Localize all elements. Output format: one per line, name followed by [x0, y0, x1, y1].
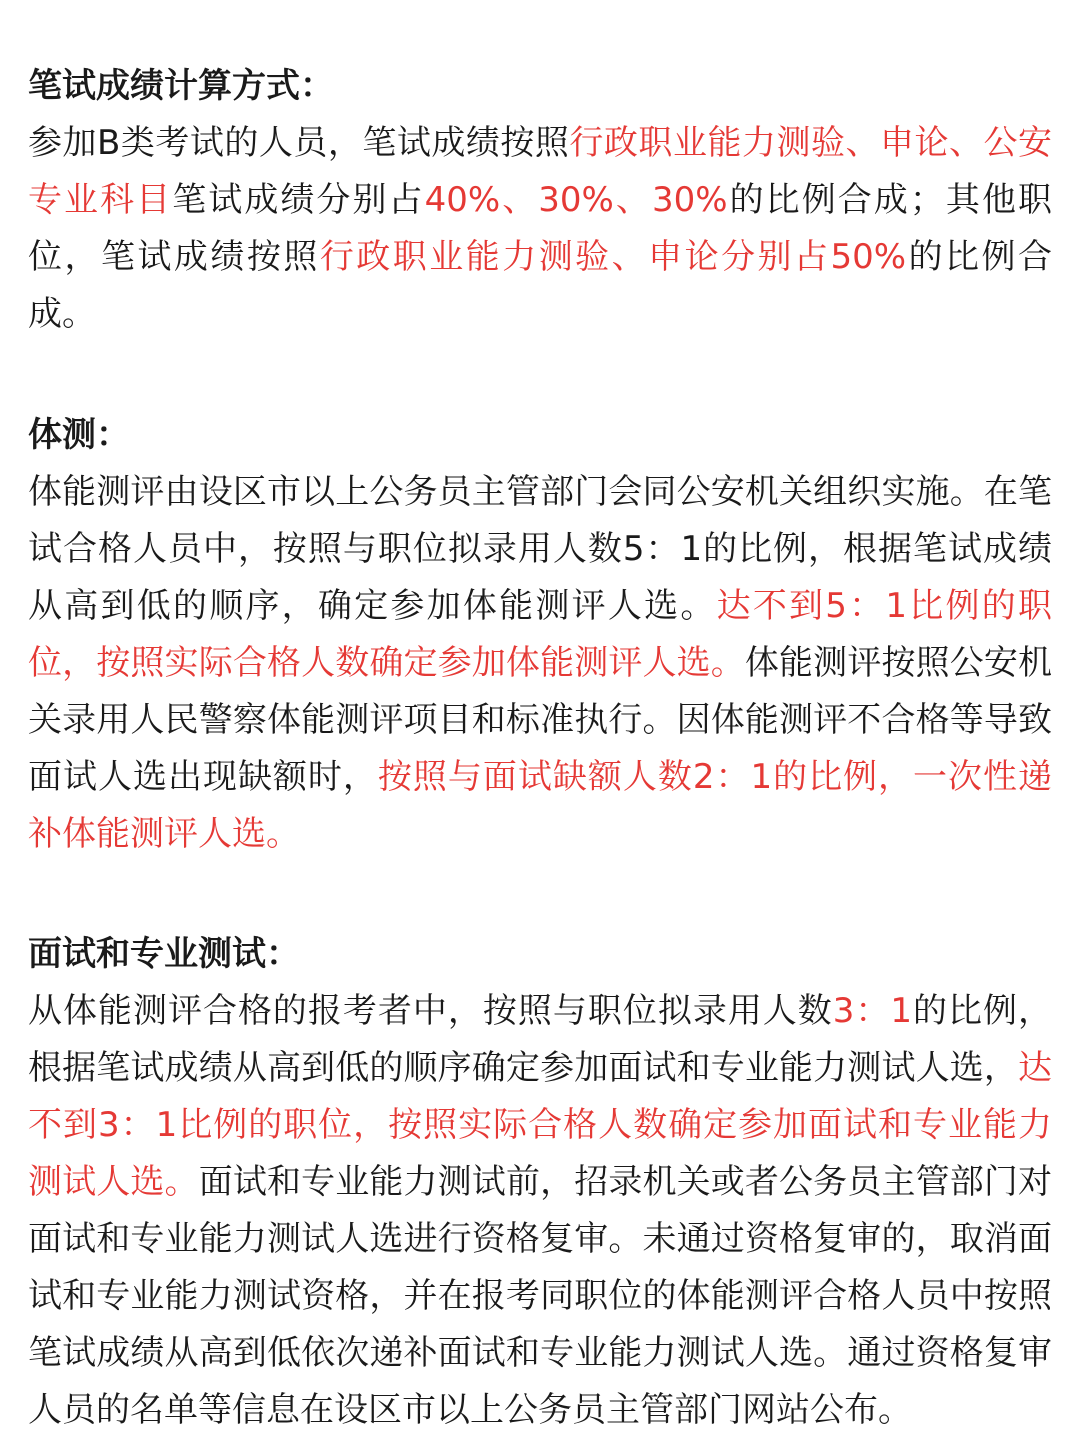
section-heading: 体测：	[28, 415, 130, 455]
section-interview	[28, 926, 1052, 1439]
section-heading: 笔试成绩计算方式：	[28, 66, 334, 106]
section-heading: 面试和专业测试：	[28, 934, 300, 974]
highlight-segment: 40%、30%、30%	[424, 180, 728, 220]
highlight-segment: 达不到3：1比例的职位，按照实际合格人数确定参加面试和专业能力测试人选。	[28, 1048, 1052, 1202]
text-segment: 面试和专业能力测试前，招录机关或者公务员主管部门对面试和专业能力测试人选进行资格复审。未通过资格复审的，取消面试和专业能力测试资格，并在报考同职位的体能测评合格人员中按照笔试成绩从高到低依次递补面试和专业能力测试人选。通过资格复审人员的名单等信息在设区市以上公务员主管部门网站公布。	[28, 1162, 1053, 1430]
text-segment: 体能测评由设区市以上公务员主管部门会同公安机关组织实施。在笔试合格人员中，按照与职位拟录用人数5：1的比例，根据笔试成绩从高到低的顺序，确定参加体能测评人选。	[28, 472, 1052, 626]
text-segment: 笔试成绩分别占	[172, 180, 425, 220]
document-body	[28, 58, 1052, 1439]
section-paragraph	[28, 115, 1052, 343]
section-physical-test	[28, 407, 1052, 863]
section-written-exam	[28, 58, 1052, 343]
highlight-segment: 行政职业能力测验、申论分别占50%	[319, 237, 907, 277]
text-segment: 的比例，根据笔试成绩从高到低的顺序确定参加面试和专业能力测试人选，	[28, 991, 1053, 1088]
section-paragraph	[28, 983, 1052, 1439]
text-segment: 参加B类考试的人员，笔试成绩按照	[28, 123, 570, 163]
highlight-segment: 行政职业能力测验、申论、公安专业科目	[28, 123, 1052, 220]
section-spacer	[28, 343, 1052, 407]
highlight-segment: 达不到5：1比例的职位，按照实际合格人数确定参加体能测评人选。	[28, 586, 1053, 683]
highlight-segment: 按照与面试缺额人数2：1的比例，一次性递补体能测评人选。	[28, 757, 1053, 854]
highlight-segment: 3：1	[832, 991, 913, 1031]
text-segment: 的比例合成。	[28, 237, 1053, 334]
text-segment: 的比例合成；其他职位，笔试成绩按照	[28, 180, 1053, 277]
section-paragraph	[28, 464, 1052, 863]
text-segment: 体能测评按照公安机关录用人民警察体能测评项目和标准执行。因体能测评不合格等导致面试人选出现缺额时，	[28, 643, 1053, 797]
text-segment: 从体能测评合格的报考者中，按照与职位拟录用人数	[28, 991, 833, 1031]
section-spacer	[28, 863, 1052, 926]
